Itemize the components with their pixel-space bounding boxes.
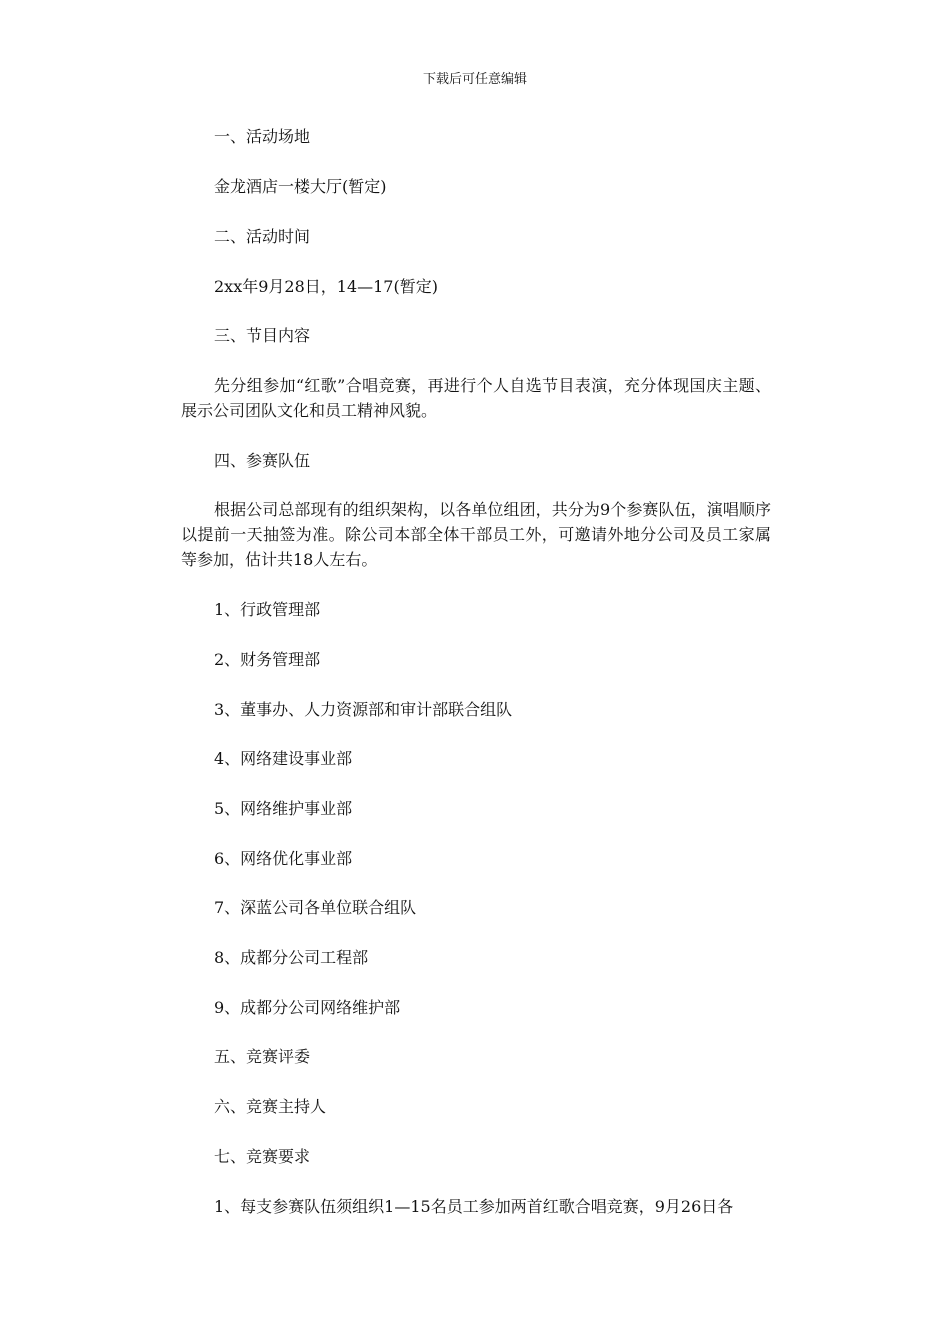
team-list-item: 8、成都分公司工程部 (214, 948, 369, 967)
section-heading-host: 六、竞赛主持人 (214, 1097, 327, 1116)
team-list-item: 6、网络优化事业部 (214, 849, 353, 868)
section-heading-time: 二、活动时间 (214, 227, 311, 246)
team-list-item: 7、深蓝公司各单位联合组队 (214, 898, 417, 917)
time-text: 2xx年9月28日，14—17(暂定) (214, 277, 438, 296)
venue-text: 金龙酒店一楼大厅(暂定) (214, 177, 387, 196)
program-paragraph: 先分组参加“红歌”合唱竞赛，再进行个人自选节目表演，充分体现国庆主题、展示公司团队文化和员工精神风貌。 (181, 376, 771, 420)
section-heading-program: 三、节目内容 (214, 326, 311, 345)
team-list-item: 3、董事办、人力资源部和审计部联合组队 (214, 700, 513, 719)
requirement-item: 1、每支参赛队伍须组织1—15名员工参加两首红歌合唱竞赛，9月26日各 (214, 1197, 734, 1216)
section-heading-judges: 五、竞赛评委 (214, 1047, 311, 1066)
teams-paragraph: 根据公司总部现有的组织架构，以各单位组团，共分为9个参赛队伍，演唱顺序以提前一天抽签为准。除公司本部全体干部员工外，可邀请外地分公司及员工家属等参加，估计共18人左右。 (181, 500, 771, 569)
download-edit-note: 下载后可任意编辑 (422, 72, 527, 87)
section-heading-venue: 一、活动场地 (214, 127, 311, 146)
section-heading-requirements: 七、竞赛要求 (214, 1147, 311, 1166)
team-list-item: 5、网络维护事业部 (214, 799, 353, 818)
team-list-item: 1、行政管理部 (214, 600, 321, 619)
team-list-item: 9、成都分公司网络维护部 (214, 998, 401, 1017)
team-list-item: 4、网络建设事业部 (214, 749, 353, 768)
section-heading-teams: 四、参赛队伍 (214, 451, 311, 470)
team-list-item: 2、财务管理部 (214, 650, 321, 669)
